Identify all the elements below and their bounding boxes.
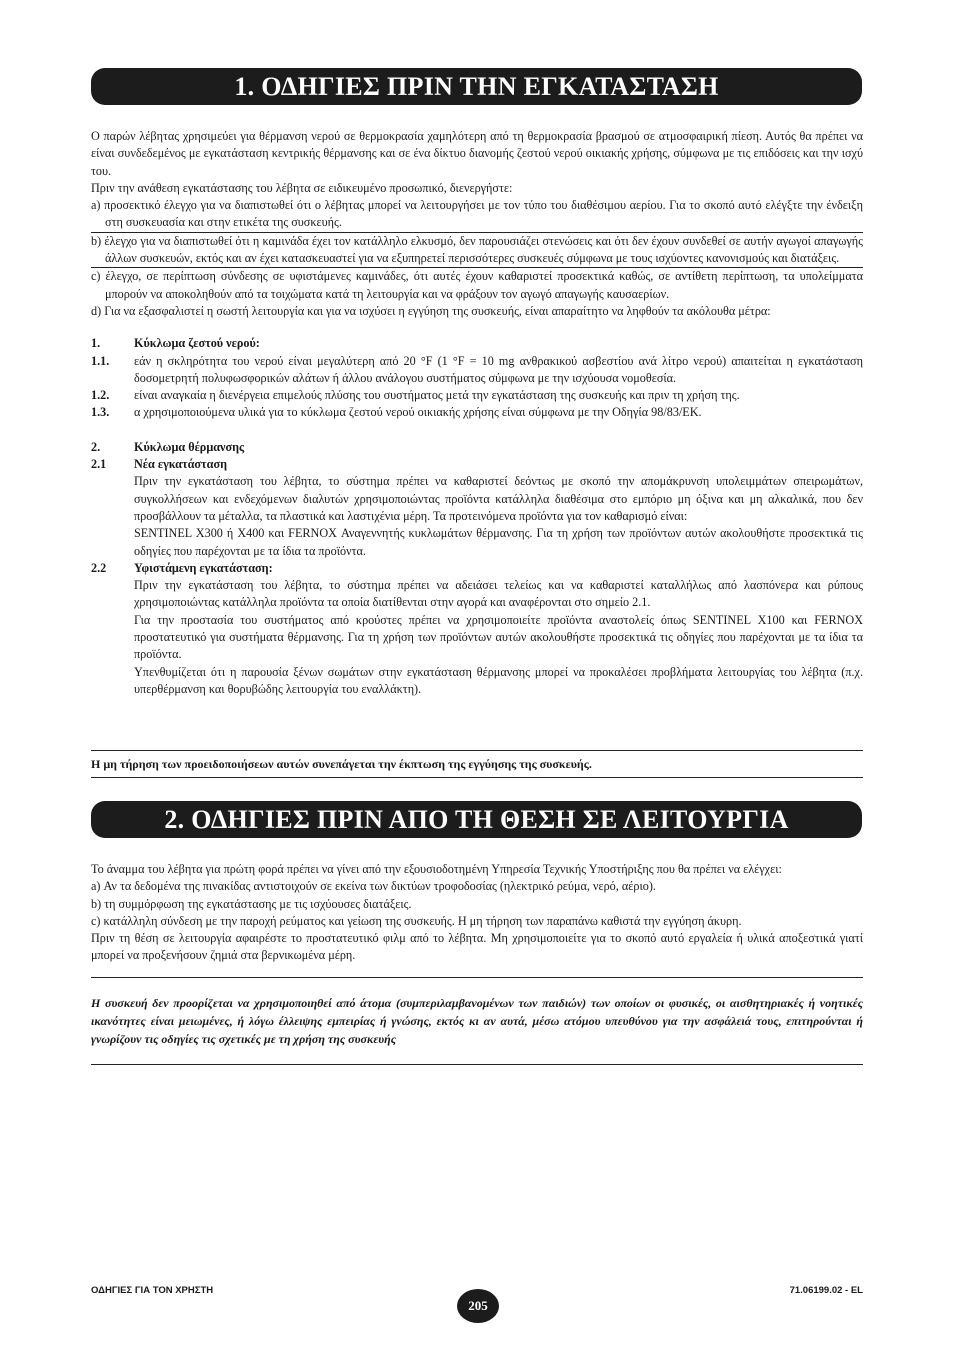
check-item-d: d) Για να εξασφαλιστεί η σωστή λειτουργία και για να ισχύσει η εγγύηση της συσκευής, είναι απαραίτητο να ληφθούν τα ακόλουθα μέτρα: [91,303,771,318]
startup-item-c: c) κατάλληλη σύνδεση με την παροχή ρεύματος και γείωση της συσκευής. Η μη τήρηση των παραπάνω καθιστά την εγγύηση άκυρη. [91,913,742,928]
divider [91,1064,863,1065]
divider [91,977,863,978]
subsection-1-2: 1.2. είναι αναγκαία η διενέργεια επιμελούς πλύσης του συστήματος μετά την εγκατάσταση της συσκευής και πριν τη χρήση της. [91,388,740,403]
section2-title: 2. ΟΔΗΓΙΕΣ ΠΡΙΝ ΑΠΟ ΤΗ ΘΕΣΗ ΣΕ ΛΕΙΤΟΥΡΓΙΑ [91,801,862,838]
subsection-2-1-heading: 2.1 Νέα εγκατάσταση [91,457,228,472]
divider [91,777,863,778]
check-item-b: b) έλεγχο για να διαπιστωθεί ότι η καμινάδα έχει τον κατάλληλο ελκυσμό, δεν παρουσιάζει στενώσεις και ότι δεν έχουν συνδεθεί σε αυτήν αγωγοί απαγωγής άλλων συσκευών, εκτός και αν έχει κατασκευαστεί για να εξυπηρετεί περισσότερες συσκευές σύμφωνα με τους ισχύοντες κανονισμούς και διατάξεις. [91,232,863,268]
startup-intro: Το άναμμα του λέβητα για πρώτη φορά πρέπει να γίνει από την εξουσιοδοτημένη Υπηρεσία Τεχνικής Υποστήριξης που θα πρέπει να ελέγχει: [91,862,782,876]
subsection-2-2-p3: Υπενθυμίζεται ότι η παρουσία ξένων σωμάτων στην εγκατάσταση θέρμανσης μπορεί να προκαλέσει προβλήματα λειτουργίας του λέβητα (π.χ. υπερθέρμανση και θορυβώδης λειτουργία του εναλλάκτη). [134,664,863,696]
subsection-1-3: 1.3. α χρησιμοποιούμενα υλικά για το κύκλωμα ζεστού νερού οικιακής χρήσης είναι σύμφωνα με την Οδηγία 98/83/ΕΚ. [91,405,702,420]
startup-item-b: b) τη συμμόρφωση της εγκατάστασης με τις ισχύουσες διατάξεις. [91,896,412,911]
subsection-2-heading: 2. Κύκλωμα θέρμανσης [91,439,245,454]
page-number: 205 [457,1289,499,1323]
startup-film-note: Πριν τη θέση σε λειτουργία αφαιρέστε το προστατευτικό φιλμ από το λέβητα. Μη χρησιμοποιείτε για το σκοπό αυτό εργαλεία ή υλικά αποξεστικά γιατί μπορεί να προξενήσουν ζημιά στα βερνικωμένα μέρη. [91,931,863,963]
startup-item-a: a) Αν τα δεδομένα της πινακίδας αντιστοιχούν σε εκείνα των δικτύων τροφοδοσίας (ηλεκτρικό ρεύμα, νερό, αέριο). [91,879,656,894]
check-item-a: a) προσεκτικό έλεγχο για να διαπιστωθεί ότι ο λέβητας μπορεί να λειτουργήσει με τον τύπο του διαθέσιμου αερίου. Για το σκοπό αυτό ελέγξτε την ένδειξη στη συσκευασία και στην ετικέτα της συσκευής. [91,198,863,230]
divider [91,750,863,751]
safety-warning: Η συσκευή δεν προορίζεται να χρησιμοποιηθεί από άτομα (συμπεριλαμβανομένων των παιδιών) των οποίων οι φυσικές, οι αισθητηριακές ή νοητικές ικανότητες είναι μειωμένες, ή λόγω έλλειψης εμπειρίας ή γνώσης, εκτός κι αν αυτά, μέσω ατόμου υπευθύνου για την ασφάλειά τους, επιτηρούνται ή γνωρίζουν τις οδηγίες τις σχετικές με τη χρήση της συσκευής [91,996,863,1046]
subsection-2-2-p2: Για την προστασία του συστήματος από κρούστες πρέπει να χρησιμοποιείτε προϊόντα αναστολείς όπως SENTINEL X100 και FERNOX προστατευτικό για συστήματα θέρμανσης. Για τη χρήση των προϊόντων αυτών ακολουθήστε προσεκτικά τις οδηγίες που παρέχονται με τα ίδια τα προϊόντα. [134,612,863,662]
warranty-warning: Η μη τήρηση των προειδοποιήσεων αυτών συνεπάγεται την έκπτωση της εγγύησης της συσκευής. [91,757,592,771]
subsection-1-heading: 1. Κύκλωμα ζεστού νερού: [91,336,260,351]
intro-paragraph: Ο παρών λέβητας χρησιμεύει για θέρμανση νερού σε θερμοκρασία χαμηλότερη από τη θερμοκρασία βρασμού σε ατμοσφαιρική πίεση. Αυτός θα πρέπει να είναι συνδεδεμένος με εγκατάσταση κεντρικής θέρμανσης και σε ένα δίκτυο διανομής ζεστού νερού οικιακής χρήσης, σύμφωνα με τις επιδόσεις και την ισχύ του. [91,129,863,178]
subsection-2-1-p2: SENTINEL X300 ή X400 και FERNOX Αναγεννητής κυκλωμάτων θέρμανσης. Για τη χρήση των προϊόντων αυτών ακολουθήστε προσεκτικά τις οδηγίες που παρέχονται με τα ίδια τα προϊόντα. [134,526,863,558]
subsection-1-1: 1.1. εάν η σκληρότητα του νερού είναι μεγαλύτερη από 20 °F (1 °F = 10 mg ανθρακικού ασβεστίου ανά λίτρο νερού) απαιτείται η εγκατάσταση δοσομετρητή πολυφωσφορικών αλάτων ή άλλου ανάλογου συστήματος σύμφωνα με την ισχύουσα νομοθεσία. [91,353,863,385]
section2-body [91,861,863,965]
section1-body [91,128,863,698]
subsection-2-2-p1: Πριν την εγκατάσταση του λέβητα, το σύστημα πρέπει να αδειάσει τελείως και να καθαριστεί καταλλήλως από λασπόνερα και ρύπους χρησιμοποιώντας κατάλληλα προϊόντα τα οποία διατίθενται στην αγορά και αναφέρονται στο σημείο 2.1. [134,578,863,610]
subsection-2-2-heading: 2.2 Υφιστάμενη εγκατάσταση: [91,560,273,575]
subsection-2-1-p1: Πριν την εγκατάσταση του λέβητα, το σύστημα πρέπει να καθαριστεί δεόντως με σκοπό την απομάκρυνση υπολειμμάτων σπειρωμάτων, συγκολλήσεων και ενδεχόμενων διαλυτών χρησιμοποιώντας προϊόντα κατάλληλα διαθέσιμα στο εμπόριο μη όξινα και μη αλκαλικά, που δεν προσβάλλουν τα μέταλλα, τα πλαστικά και λαστιχένια μέρη. Τα προτεινόμενα προϊόντα για τον καθαρισμό είναι: [134,474,863,523]
footer-right: 71.06199.02 - EL [789,1285,863,1296]
section1-title: 1. ΟΔΗΓΙΕΣ ΠΡΙΝ ΤΗΝ ΕΓΚΑΤΑΣΤΑΣΗ [91,68,862,105]
intro-lead: Πριν την ανάθεση εγκατάστασης του λέβητα σε ειδικευμένο προσωπικό, διενεργήστε: [91,180,513,195]
footer-left: ΟΔΗΓΙΕΣ ΓΙΑ ΤΟΝ ΧΡΗΣΤΗ [91,1285,214,1296]
check-item-c: c) έλεγχο, σε περίπτωση σύνδεσης σε υφιστάμενες καμινάδες, ότι αυτές έχουν καθαριστεί προσεκτικά καθώς, σε αντίθετη περίπτωση, τα υπολείμματα μπορούν να αποκοληθούν από τα τοιχώματα κατά τη λειτουργία και να φράξουν τον αγωγό απαγωγής καυσαερίων. [91,267,863,303]
